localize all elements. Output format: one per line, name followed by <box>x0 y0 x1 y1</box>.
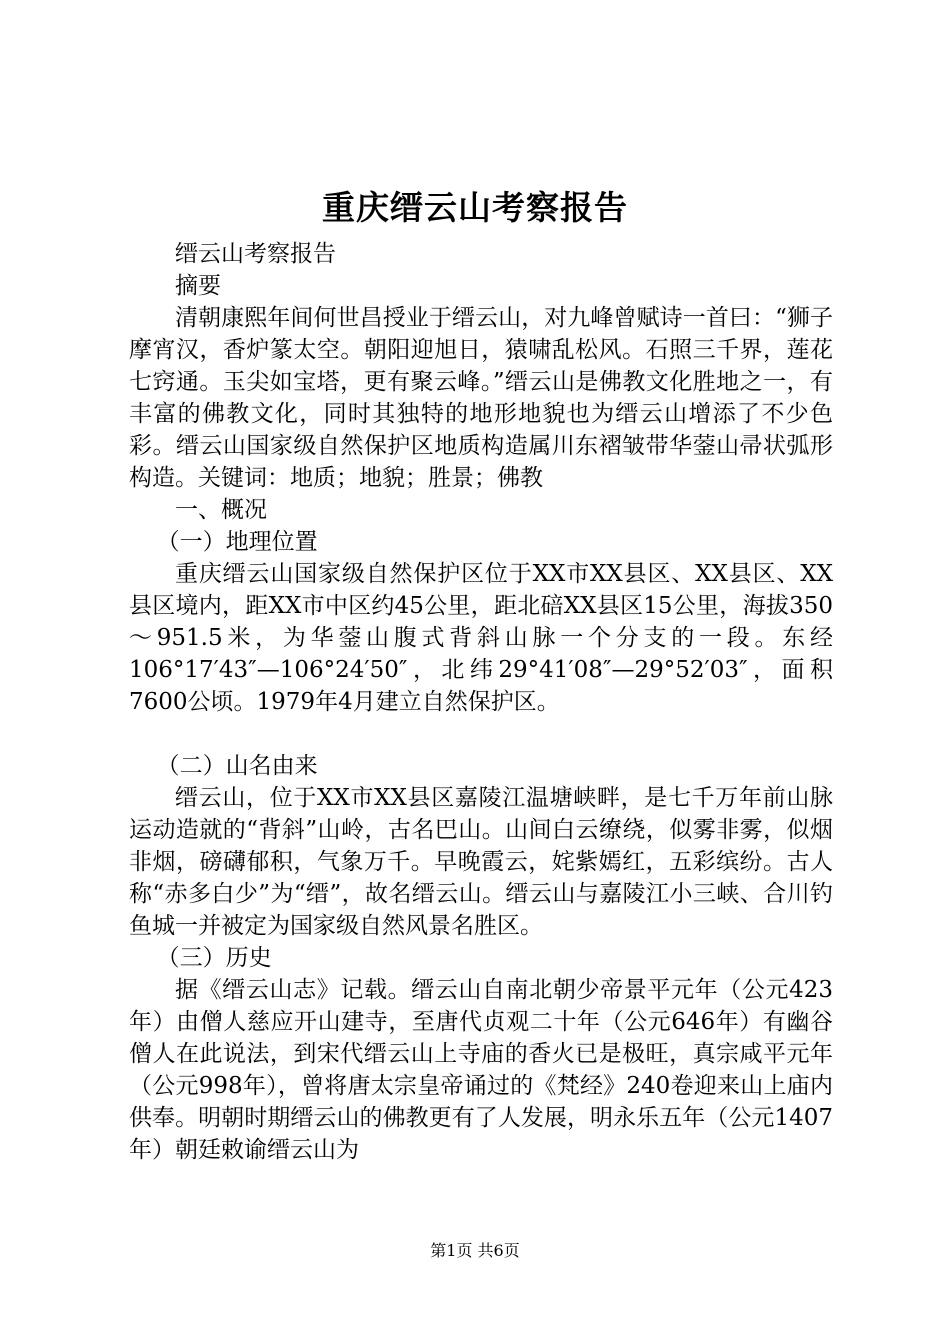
page-number-footer: 第1页 共6页 <box>430 1241 520 1260</box>
subsection-heading-name-origin: （二）山名由来 <box>156 753 318 779</box>
section-heading-overview: 一、概况 <box>175 497 267 523</box>
location-paragraph: 重庆缙云山国家级自然保护区位于XX市XX县区、XX县区、XX县区境内，距XX市中区约45公里，距北碚XX县区15公里，海拔350～951.5米，为华蓥山腹式背斜山脉一个分支的一段。东经106°17′43″—106°24′50″，北纬29°41′08″—29°52′03″，面积7600公顷。1979年4月建立自然保护区。 <box>129 561 833 715</box>
document-title: 重庆缙云山考察报告 <box>322 188 628 227</box>
subtitle-line: 缙云山考察报告 <box>175 241 336 267</box>
name-origin-paragraph: 缙云山，位于XX市XX县区嘉陵江温塘峡畔，是七千万年前山脉运动造就的“背斜”山岭，古名巴山。山间白云缭绕，似雾非雾，似烟非烟，磅礴郁积，气象万千。早晚霞云，姹紫嫣红，五彩缤纷。古人称“赤多白少”为“缙”，故名缙云山。缙云山与嘉陵江小三峡、合川钓鱼城一并被定为国家级自然风景名胜区。 <box>129 785 833 939</box>
subsection-heading-history: （三）历史 <box>156 945 272 971</box>
paragraph-spacer <box>129 718 833 750</box>
document-body <box>129 238 833 1166</box>
abstract-heading: 摘要 <box>175 273 221 299</box>
abstract-paragraph: 清朝康熙年间何世昌授业于缙云山，对九峰曾赋诗一首曰：“狮子摩宵汉，香炉篆太空。朝阳迎旭日，猿啸乱松风。石照三千界，莲花七窍通。玉尖如宝塔，更有聚云峰。”缙云山是佛教文化胜地之一，有丰富的佛教文化，同时其独特的地形地貌也为缙云山增添了不少色彩。缙云山国家级自然保护区地质构造属川东褶皱带华蓥山帚状弧形构造。关键词：地质；地貌；胜景；佛教 <box>129 305 833 491</box>
history-paragraph: 据《缙云山志》记载。缙云山自南北朝少帝景平元年（公元423年）由僧人慈应开山建寺，至唐代贞观二十年（公元646年）有幽谷僧人在此说法，到宋代缙云山上寺庙的香火已是极旺，真宗咸平元年（公元998年），曾将唐太宗皇帝诵过的《梵经》240卷迎来山上庙内供奉。明朝时期缙云山的佛教更有了人发展，明永乐五年（公元1407年）朝廷敕谕缙云山为 <box>129 977 833 1163</box>
subsection-heading-location: （一）地理位置 <box>156 529 318 555</box>
